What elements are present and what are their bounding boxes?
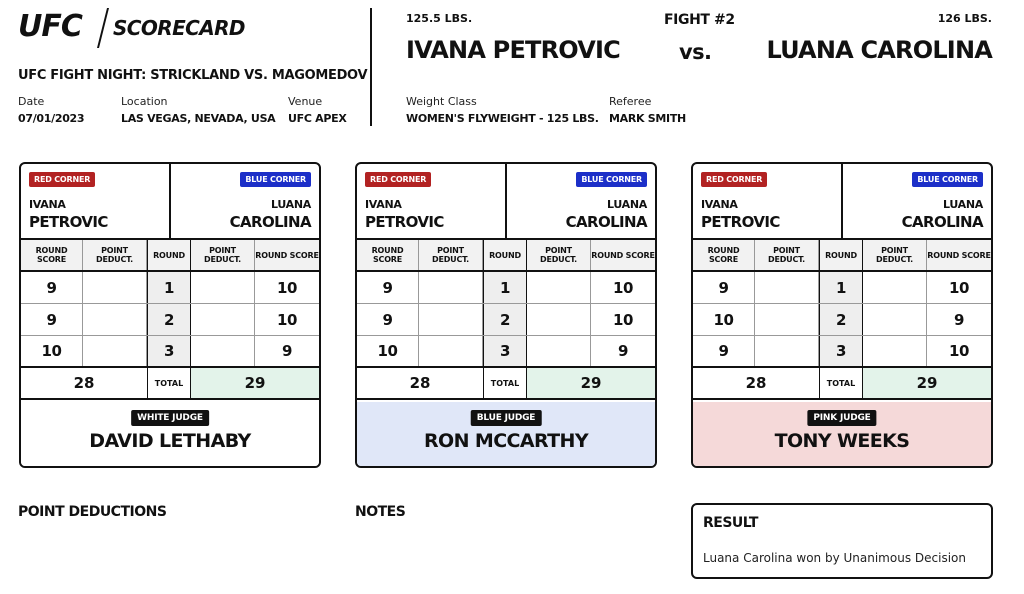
point-deductions-title: POINT DEDUCTIONS — [18, 504, 167, 520]
round-number: 1 — [147, 272, 191, 303]
red-point-deduct — [755, 336, 819, 366]
date-value: 07/01/2023 — [18, 112, 85, 125]
point-deduct-header: POINT DEDUCT. — [419, 240, 483, 270]
round-number: 2 — [483, 304, 527, 335]
blue-point-deduct — [191, 304, 255, 335]
blue-corner — [171, 164, 319, 238]
blue-last-name: CAROLINA — [229, 213, 311, 231]
blue-last-name: CAROLINA — [901, 213, 983, 231]
round-number: 3 — [483, 336, 527, 366]
round-score-header: ROUND SCORE — [693, 240, 755, 270]
blue-corner — [843, 164, 991, 238]
venue-value: UFC APEX — [288, 112, 347, 125]
judge-panel — [21, 402, 319, 466]
round-row — [357, 304, 655, 336]
red-corner-badge: RED CORNER — [701, 172, 767, 187]
round-score-header: ROUND SCORE — [357, 240, 419, 270]
round-row — [693, 304, 991, 336]
red-last-name: PETROVIC — [701, 213, 780, 231]
round-row — [21, 272, 319, 304]
location-label: Location — [121, 95, 168, 108]
logo-slash — [97, 8, 109, 48]
judge-name: RON MCCARTHY — [424, 430, 588, 452]
date-label: Date — [18, 95, 45, 108]
total-row — [357, 368, 655, 400]
corners-header — [21, 164, 319, 240]
venue-label: Venue — [288, 95, 323, 108]
round-score-header: ROUND SCORE — [591, 250, 655, 260]
red-round-score: 9 — [21, 304, 83, 335]
round-score-header: ROUND SCORE — [927, 250, 991, 260]
red-first-name: IVANA — [701, 198, 738, 211]
blue-total: 29 — [863, 368, 991, 398]
red-corner-badge: RED CORNER — [29, 172, 95, 187]
red-round-score: 9 — [693, 272, 755, 303]
fighter-a-name: IVANA PETROVIC — [406, 36, 620, 64]
judge-panel — [693, 402, 991, 466]
red-point-deduct — [755, 272, 819, 303]
red-total: 28 — [73, 374, 95, 392]
point-deduct-header: POINT DEDUCT. — [83, 240, 147, 270]
scorecard-label: SCORECARD — [113, 16, 245, 40]
blue-round-score: 9 — [617, 342, 629, 360]
red-round-score: 9 — [693, 336, 755, 366]
total-label: TOTAL — [483, 368, 527, 398]
round-row — [21, 336, 319, 368]
weight-class-label: Weight Class — [406, 95, 477, 108]
round-number: 1 — [483, 272, 527, 303]
judge-panel — [357, 402, 655, 466]
referee-label: Referee — [609, 95, 652, 108]
blue-corner — [507, 164, 655, 238]
red-first-name: IVANA — [29, 198, 66, 211]
ufc-logo — [18, 8, 245, 48]
grid-header-row — [357, 240, 655, 272]
total-row — [693, 368, 991, 400]
red-point-deduct — [419, 272, 483, 303]
corners-header — [357, 164, 655, 240]
blue-first-name: LUANA — [271, 198, 311, 211]
blue-round-score: 9 — [281, 342, 293, 360]
logo-text: UFC — [18, 9, 82, 44]
round-score-header: ROUND SCORE — [255, 250, 319, 260]
fighter-a-weight: 125.5 LBS. — [406, 12, 473, 25]
blue-round-score: 10 — [948, 278, 970, 297]
red-corner — [357, 164, 507, 238]
referee-value: MARK SMITH — [609, 112, 686, 125]
round-row — [357, 272, 655, 304]
red-point-deduct — [83, 304, 147, 335]
point-deduct-header: POINT DEDUCT. — [863, 240, 927, 270]
fight-number: FIGHT #2 — [664, 12, 735, 28]
grid-header-row — [21, 240, 319, 272]
total-label: TOTAL — [147, 368, 191, 398]
vs-label: vs. — [679, 40, 712, 64]
red-point-deduct — [83, 336, 147, 366]
judge-name: TONY WEEKS — [774, 430, 910, 452]
scorecard-white-judge — [19, 162, 321, 468]
header-divider — [370, 8, 372, 126]
score-grid — [357, 240, 655, 400]
blue-point-deduct — [863, 272, 927, 303]
total-label: TOTAL — [819, 368, 863, 398]
blue-total: 29 — [191, 368, 319, 398]
blue-first-name: LUANA — [943, 198, 983, 211]
grid-header-row — [693, 240, 991, 272]
blue-round-score: 10 — [612, 278, 634, 297]
point-deduct-header: POINT DEDUCT. — [755, 240, 819, 270]
result-title: RESULT — [703, 515, 758, 531]
red-round-score: 10 — [21, 336, 83, 366]
round-number: 1 — [819, 272, 863, 303]
score-grid — [693, 240, 991, 400]
round-number: 2 — [819, 304, 863, 335]
result-box — [691, 503, 993, 579]
round-number: 3 — [819, 336, 863, 366]
result-text: Luana Carolina won by Unanimous Decision — [703, 551, 966, 565]
fighter-b-name: LUANA CAROLINA — [766, 36, 992, 64]
score-grid — [21, 240, 319, 400]
judge-badge: PINK JUDGE — [807, 410, 876, 426]
blue-corner-badge: BLUE CORNER — [576, 172, 647, 187]
blue-round-score: 10 — [276, 310, 298, 329]
blue-point-deduct — [863, 304, 927, 335]
round-row — [357, 336, 655, 368]
blue-point-deduct — [863, 336, 927, 366]
blue-round-score: 9 — [953, 310, 965, 329]
red-last-name: PETROVIC — [29, 213, 108, 231]
total-row — [21, 368, 319, 400]
red-point-deduct — [83, 272, 147, 303]
blue-point-deduct — [191, 336, 255, 366]
red-round-score: 10 — [693, 304, 755, 335]
red-point-deduct — [755, 304, 819, 335]
blue-corner-badge: BLUE CORNER — [912, 172, 983, 187]
round-number: 2 — [147, 304, 191, 335]
scorecard-blue-judge — [355, 162, 657, 468]
red-round-score: 9 — [357, 304, 419, 335]
judge-badge: WHITE JUDGE — [131, 410, 209, 426]
event-title: UFC FIGHT NIGHT: STRICKLAND VS. MAGOMEDOV — [18, 68, 368, 83]
red-point-deduct — [419, 304, 483, 335]
round-row — [693, 272, 991, 304]
round-header: ROUND — [819, 240, 863, 270]
red-round-score: 10 — [357, 336, 419, 366]
blue-point-deduct — [527, 336, 591, 366]
red-first-name: IVANA — [365, 198, 402, 211]
judge-badge: BLUE JUDGE — [471, 410, 542, 426]
blue-round-score: 10 — [612, 310, 634, 329]
red-total: 28 — [745, 374, 767, 392]
red-corner — [21, 164, 171, 238]
round-score-header: ROUND SCORE — [21, 240, 83, 270]
red-total: 28 — [409, 374, 431, 392]
red-round-score: 9 — [357, 272, 419, 303]
red-corner-badge: RED CORNER — [365, 172, 431, 187]
red-point-deduct — [419, 336, 483, 366]
weight-class-value: WOMEN'S FLYWEIGHT - 125 LBS. — [406, 112, 599, 125]
red-last-name: PETROVIC — [365, 213, 444, 231]
blue-point-deduct — [191, 272, 255, 303]
blue-point-deduct — [527, 304, 591, 335]
fighter-b-weight: 126 LBS. — [937, 12, 992, 25]
round-row — [693, 336, 991, 368]
point-deduct-header: POINT DEDUCT. — [191, 240, 255, 270]
point-deduct-header: POINT DEDUCT. — [527, 240, 591, 270]
red-corner — [693, 164, 843, 238]
blue-first-name: LUANA — [607, 198, 647, 211]
scorecard-pink-judge — [691, 162, 993, 468]
blue-round-score: 10 — [276, 278, 298, 297]
blue-total: 29 — [527, 368, 655, 398]
notes-title: NOTES — [355, 504, 406, 520]
location-value: LAS VEGAS, NEVADA, USA — [121, 112, 276, 125]
round-row — [21, 304, 319, 336]
blue-point-deduct — [527, 272, 591, 303]
blue-round-score: 10 — [948, 342, 970, 360]
round-header: ROUND — [483, 240, 527, 270]
judge-name: DAVID LETHABY — [89, 430, 251, 452]
blue-last-name: CAROLINA — [565, 213, 647, 231]
round-number: 3 — [147, 336, 191, 366]
blue-corner-badge: BLUE CORNER — [240, 172, 311, 187]
corners-header — [693, 164, 991, 240]
red-round-score: 9 — [21, 272, 83, 303]
round-header: ROUND — [147, 240, 191, 270]
